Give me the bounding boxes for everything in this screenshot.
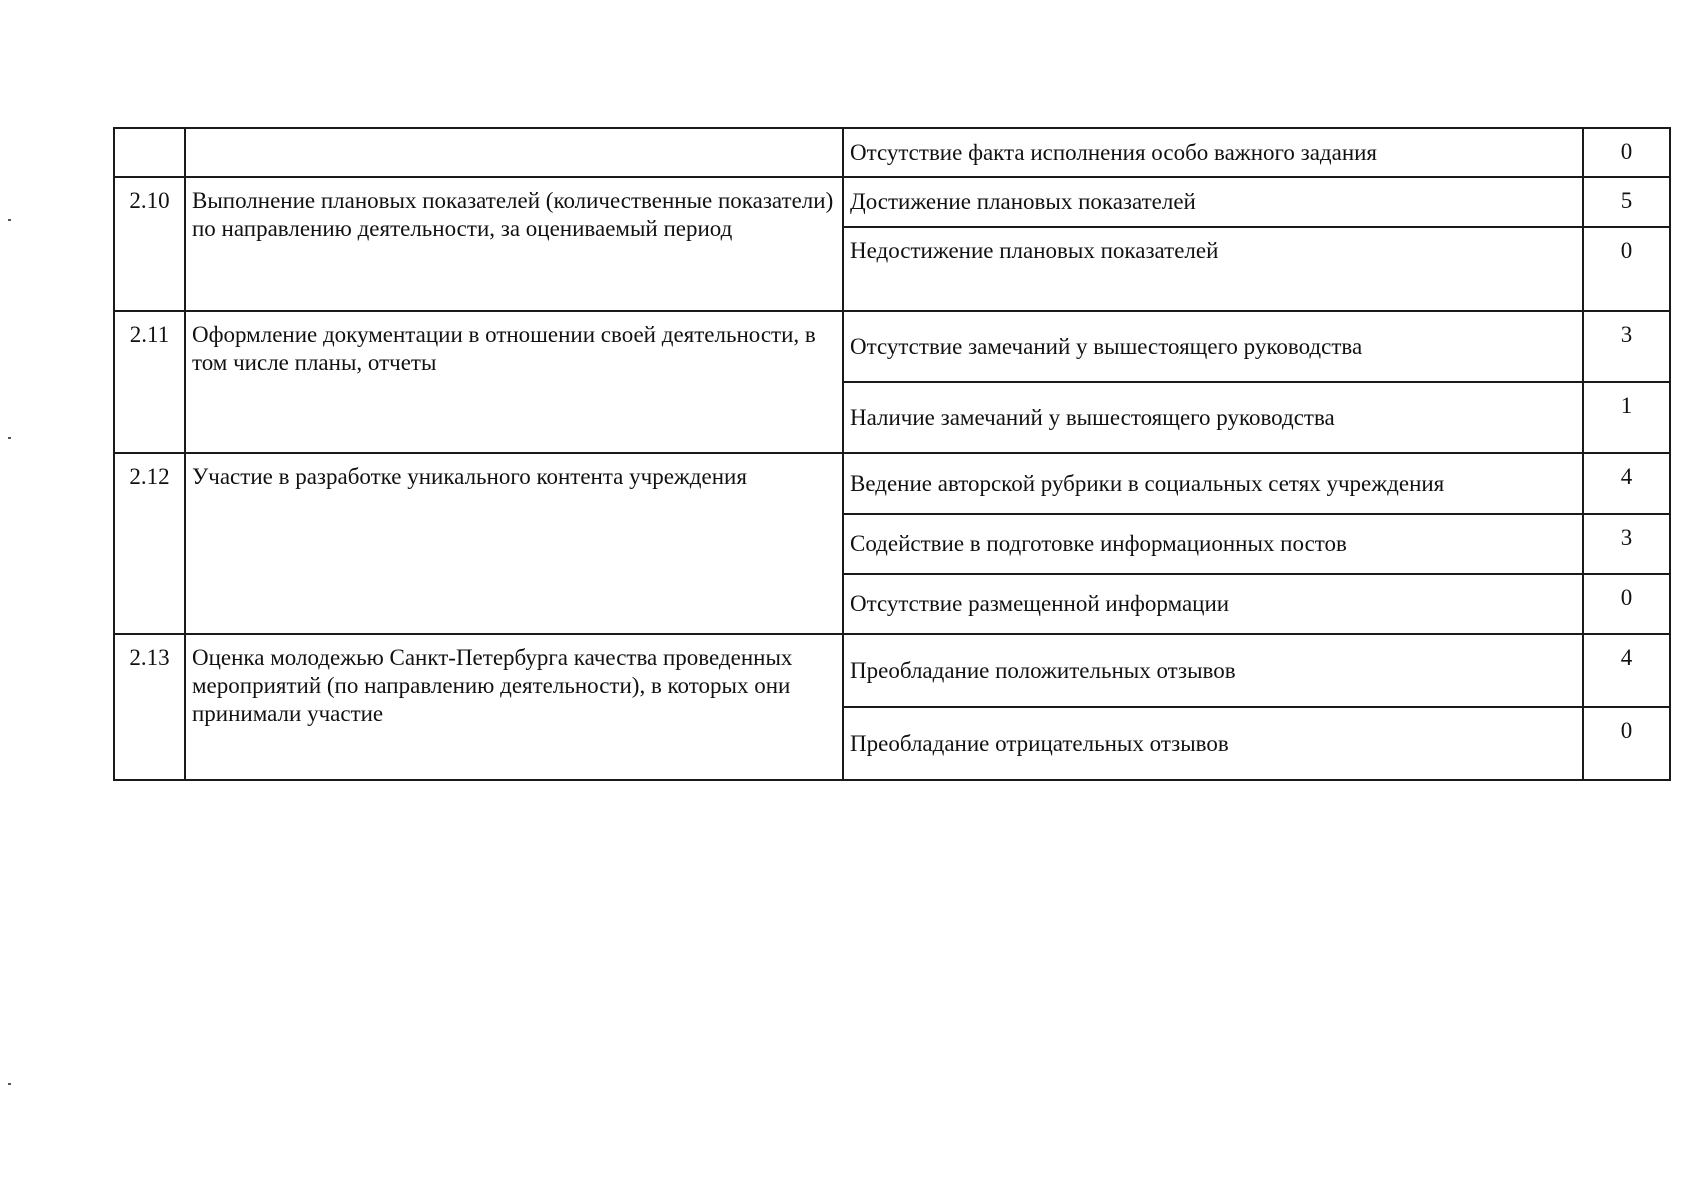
scan-speck <box>8 1083 11 1085</box>
condition-text: Недостижение плановых показателей <box>843 227 1583 311</box>
condition-text: Преобладание отрицательных отзывов <box>843 707 1583 780</box>
criterion-text <box>185 128 843 177</box>
criterion-text: Участие в разработке уникального контента учреждения <box>185 453 843 634</box>
condition-score: 4 <box>1583 634 1670 707</box>
condition-score: 0 <box>1583 707 1670 780</box>
criterion-text: Оценка молодежью Санкт-Петербурга качества проведенных мероприятий (по направлению деятельности), в которых они принимали участие <box>185 634 843 780</box>
table-row <box>114 634 1670 707</box>
table-row <box>114 128 1670 177</box>
criterion-number: 2.13 <box>114 634 185 780</box>
condition-text: Отсутствие факта исполнения особо важного задания <box>843 128 1583 177</box>
condition-text: Наличие замечаний у вышестоящего руководства <box>843 382 1583 453</box>
condition-text: Содействие в подготовке информационных постов <box>843 514 1583 574</box>
table-row <box>114 453 1670 514</box>
criterion-number: 2.12 <box>114 453 185 634</box>
condition-text: Отсутствие размещенной информации <box>843 574 1583 634</box>
criterion-number: 2.11 <box>114 311 185 453</box>
criterion-number <box>114 128 185 177</box>
condition-text: Преобладание положительных отзывов <box>843 634 1583 707</box>
condition-score: 4 <box>1583 453 1670 514</box>
scan-speck <box>8 219 11 221</box>
condition-text: Отсутствие замечаний у вышестоящего руководства <box>843 311 1583 382</box>
condition-score: 0 <box>1583 227 1670 311</box>
condition-score: 5 <box>1583 177 1670 227</box>
condition-score: 0 <box>1583 128 1670 177</box>
table-row <box>114 177 1670 227</box>
condition-text: Ведение авторской рубрики в социальных сетях учреждения <box>843 453 1583 514</box>
condition-score: 0 <box>1583 574 1670 634</box>
scan-speck <box>8 437 11 439</box>
condition-text: Достижение плановых показателей <box>843 177 1583 227</box>
condition-score: 3 <box>1583 311 1670 382</box>
criterion-number: 2.10 <box>114 177 185 311</box>
condition-score: 1 <box>1583 382 1670 453</box>
criterion-text: Выполнение плановых показателей (количественные показатели) по направлению деятельности, за оцениваемый период <box>185 177 843 311</box>
criteria-table <box>113 127 1671 781</box>
criterion-text: Оформление документации в отношении своей деятельности, в том числе планы, отчеты <box>185 311 843 453</box>
condition-score: 3 <box>1583 514 1670 574</box>
table-row <box>114 311 1670 382</box>
